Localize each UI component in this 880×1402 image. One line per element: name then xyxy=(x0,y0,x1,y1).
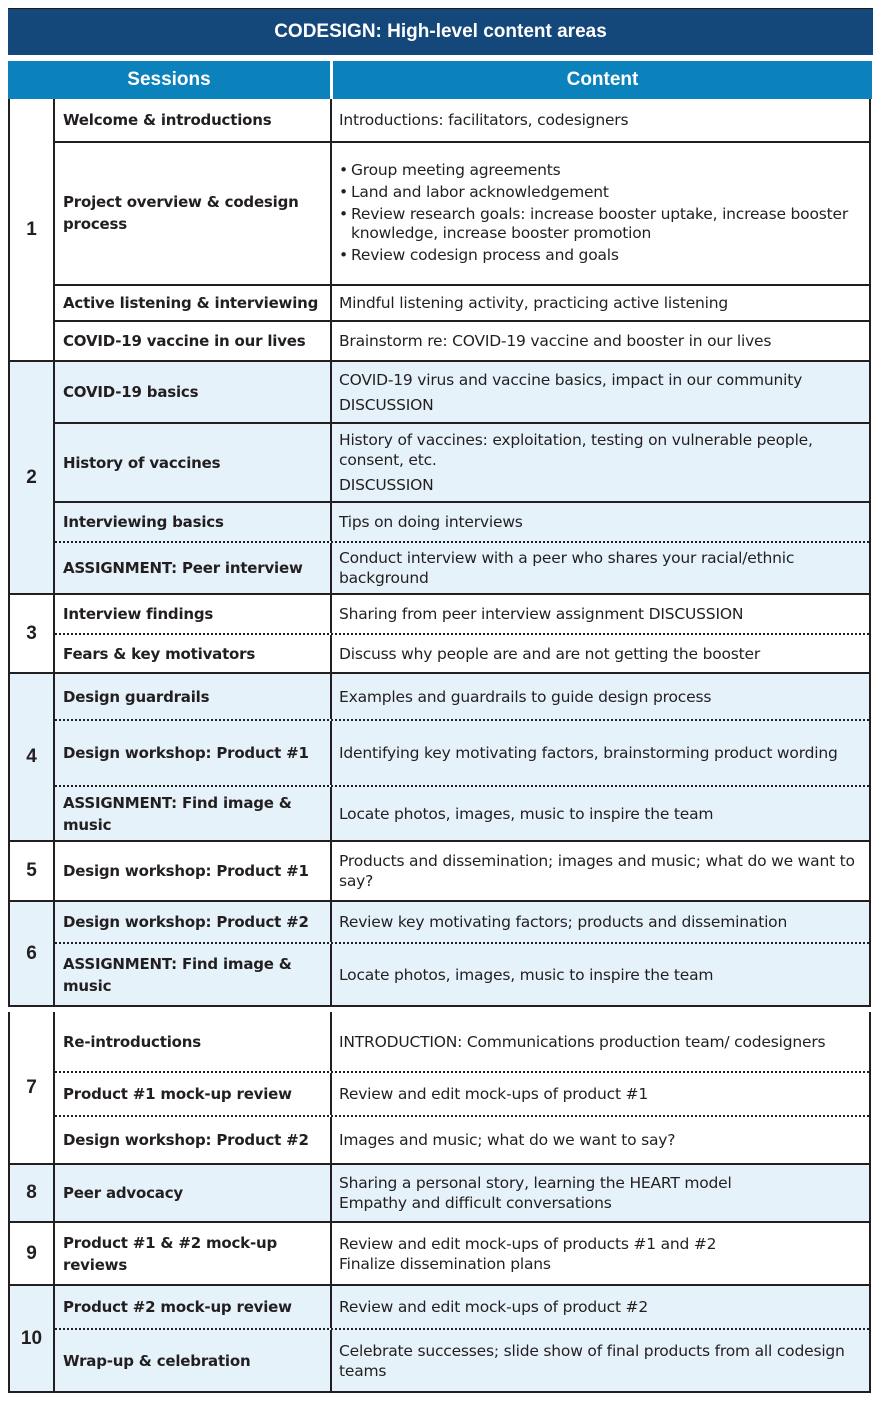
session-content: Review and edit mock-ups of product #2 xyxy=(339,1298,648,1316)
session-content: Sharing a personal story, learning the HEART model Empathy and difficult conversations xyxy=(339,1174,732,1212)
session-group-10 xyxy=(8,1284,871,1393)
session-number: 10 xyxy=(10,1286,55,1391)
header-content: Content xyxy=(333,61,872,99)
session-title: Re-introductions xyxy=(55,1012,332,1071)
table-row xyxy=(55,1328,869,1391)
bullet-item: • Review research goals: increase booster uptake, increase booster knowledge, increase booster promotion xyxy=(339,205,862,243)
session-number: 6 xyxy=(10,902,55,1005)
session-number: 1 xyxy=(10,99,55,360)
session-group-1 xyxy=(8,99,871,362)
session-number: 5 xyxy=(10,842,55,900)
table-row xyxy=(55,633,869,672)
session-title: Design guardrails xyxy=(55,674,332,719)
session-title: ASSIGNMENT: Find image & music xyxy=(55,787,332,840)
session-title: History of vaccines xyxy=(55,424,332,501)
bullet-list xyxy=(339,158,862,268)
session-content: Locate photos, images, music to inspire the team xyxy=(339,804,714,823)
session-content: Celebrate successes; slide show of final products from all codesign teams xyxy=(339,1341,845,1380)
session-content xyxy=(332,143,869,284)
table-row xyxy=(55,785,869,840)
session-content: Brainstorm re: COVID-19 vaccine and booster in our lives xyxy=(339,332,772,351)
session-number: 2 xyxy=(10,362,55,593)
session-content: Discuss why people are and are not getting the booster xyxy=(339,644,761,663)
session-number: 7 xyxy=(10,1012,55,1163)
session-content: Locate photos, images, music to inspire the team xyxy=(339,965,714,984)
bullet-item: • Review codesign process and goals xyxy=(339,246,862,265)
table-row xyxy=(55,942,869,1005)
table-header-row xyxy=(8,61,872,99)
session-content: Sharing from peer interview assignment DISCUSSION xyxy=(339,605,744,623)
session-title: Product #1 & #2 mock-up reviews xyxy=(55,1223,332,1284)
session-title: COVID-19 vaccine in our lives xyxy=(55,322,332,360)
session-title: Product #2 mock-up review xyxy=(55,1286,332,1328)
session-group-3 xyxy=(8,593,871,674)
session-title: Wrap-up & celebration xyxy=(55,1330,332,1391)
session-group-8 xyxy=(8,1163,871,1223)
session-content: Review and edit mock-ups of products #1 and #2 Finalize dissemination plans xyxy=(339,1234,717,1273)
session-group-4 xyxy=(8,672,871,842)
table-row xyxy=(55,284,869,321)
session-title: Interview findings xyxy=(55,595,332,633)
session-title: Interviewing basics xyxy=(55,503,332,541)
header-sessions: Sessions xyxy=(8,61,330,99)
table-row xyxy=(55,674,869,719)
bullet-item: • Land and labor acknowledgement xyxy=(339,183,862,202)
session-content: Introductions: facilitators, codesigners xyxy=(339,110,629,129)
session-title: Project overview & codesign process xyxy=(55,143,332,284)
session-number: 8 xyxy=(10,1165,55,1221)
session-group-9 xyxy=(8,1221,871,1286)
session-title: Design workshop: Product #1 xyxy=(55,842,332,900)
session-title: Product #1 mock-up review xyxy=(55,1073,332,1115)
table-row xyxy=(55,1115,869,1163)
session-content: Tips on doing interviews xyxy=(339,513,523,531)
table-title: CODESIGN: High-level content areas xyxy=(8,8,873,55)
table-row xyxy=(55,1223,869,1284)
session-content: Conduct interview with a peer who shares your racial/ethnic background xyxy=(339,549,795,587)
table-row xyxy=(55,842,869,900)
session-title: ASSIGNMENT: Find image & music xyxy=(55,944,332,1005)
table-row xyxy=(55,541,869,593)
session-content: History of vaccines: exploitation, testing on vulnerable people, consent, etc. DISCUSSION xyxy=(339,431,813,494)
bullet-item: • Group meeting agreements xyxy=(339,161,862,180)
session-title: COVID-19 basics xyxy=(55,362,332,422)
table-row xyxy=(55,422,869,501)
table-row xyxy=(55,141,869,284)
session-title: Peer advocacy xyxy=(55,1165,332,1221)
session-content: Review key motivating factors; products and dissemination xyxy=(339,913,788,931)
session-content: Images and music; what do we want to say? xyxy=(339,1131,676,1149)
session-content: INTRODUCTION: Communications production team/ codesigners xyxy=(339,1032,826,1051)
session-title: Design workshop: Product #2 xyxy=(55,902,332,942)
session-title: Design workshop: Product #1 xyxy=(55,721,332,785)
session-title: Welcome & introductions xyxy=(55,99,332,141)
session-number: 9 xyxy=(10,1223,55,1284)
table-row xyxy=(55,1071,869,1115)
session-title: ASSIGNMENT: Peer interview xyxy=(55,543,332,593)
table-row xyxy=(55,1012,869,1071)
table-row xyxy=(55,501,869,541)
session-content: Mindful listening activity, practicing active listening xyxy=(339,293,729,312)
session-group-6 xyxy=(8,900,871,1007)
session-title: Design workshop: Product #2 xyxy=(55,1117,332,1163)
session-group-5 xyxy=(8,840,871,902)
session-group-2 xyxy=(8,360,871,595)
table-row xyxy=(55,320,869,360)
table-row xyxy=(55,902,869,942)
session-content: Review and edit mock-ups of product #1 xyxy=(339,1085,648,1103)
session-title: Active listening & interviewing xyxy=(55,286,332,321)
session-number: 4 xyxy=(10,674,55,840)
session-number: 3 xyxy=(10,595,55,672)
table-row xyxy=(55,1286,869,1328)
session-content: Examples and guardrails to guide design process xyxy=(339,687,712,706)
table-row xyxy=(55,362,869,422)
table-row xyxy=(55,99,869,141)
session-title: Fears & key motivators xyxy=(55,635,332,672)
table-row xyxy=(55,719,869,785)
session-content: COVID-19 virus and vaccine basics, impact in our community DISCUSSION xyxy=(339,370,803,414)
session-content: Identifying key motivating factors, brainstorming product wording xyxy=(339,744,838,762)
table-row xyxy=(55,595,869,633)
session-content: Products and dissemination; images and music; what do we want to say? xyxy=(339,852,855,890)
session-group-7 xyxy=(8,1012,871,1165)
table-row xyxy=(55,1165,869,1221)
